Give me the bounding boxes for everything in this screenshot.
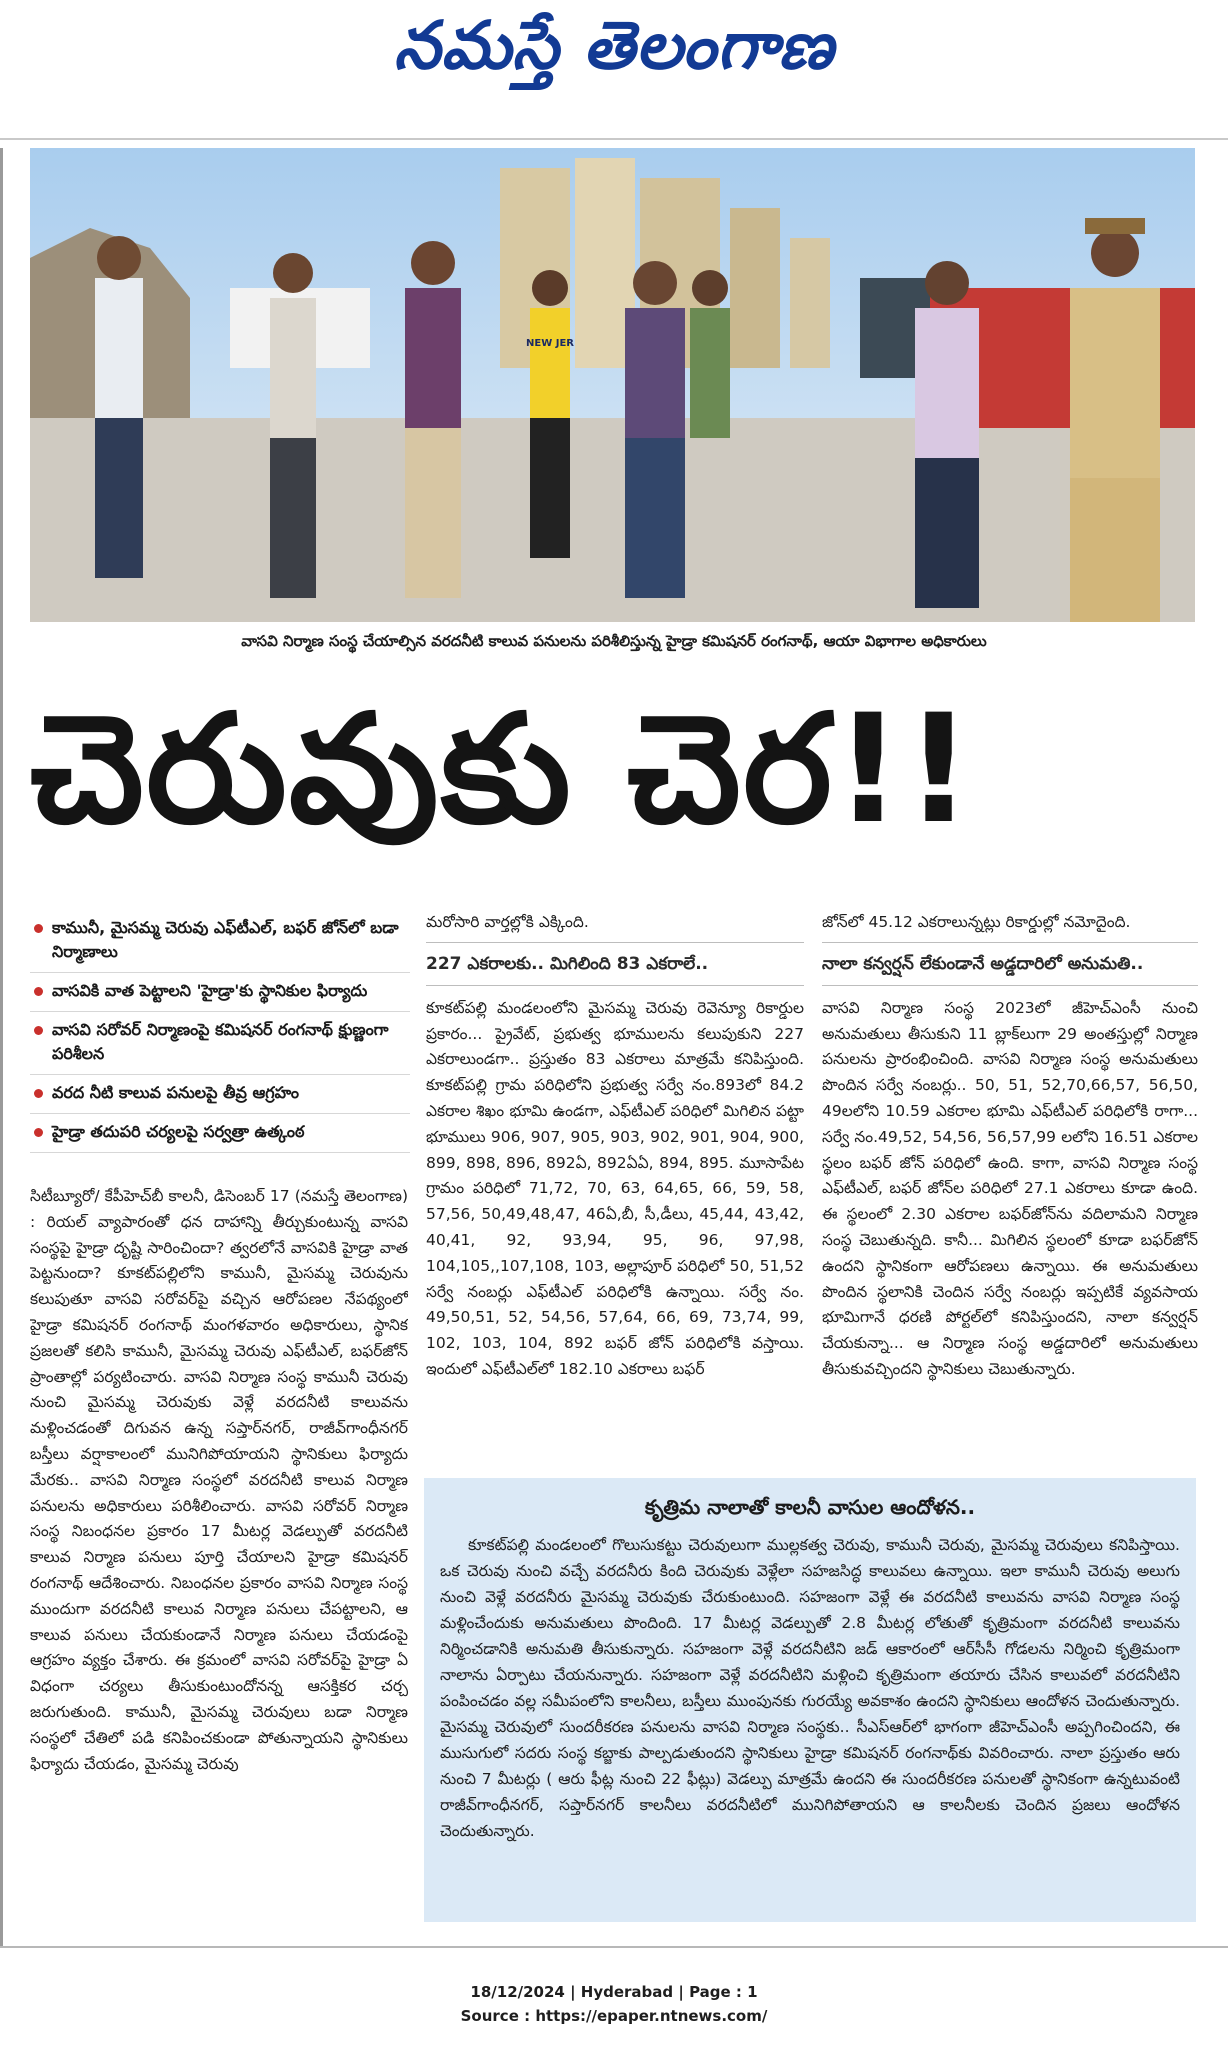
highlight-text: వాసవి సరోవర్ నిర్మాణంపై కమిషనర్ రంగనాథ్ క్షుణ్ణంగా పరిశీలన (52, 1020, 389, 1063)
article-column-1: సిటీబ్యూరో/ కేపీహెచ్‌బీ కాలనీ, డిసెంబర్ 17 (నమస్తే తెలంగాణ) : రియల్ వ్యాపారంతో ధన దాహాన్ని తీర్చుకుంటున్న వాసవి సంస్థపై హైడ్రా దృష్టి సారించిందా? త్వరలోనే వాసవికి హైడ్రా వాత పెట్టనుందా? కూకట్‌పల్లిలోని కామునీ, మైసమ్మ చెరువును కలుపుతూ వాసవి సరోవర్‌పై వచ్చిన ఆరోపణల నేపథ్యంలో హైడ్రా కమిషనర్ రంగనాథ్ మంగళవారం అధికారులు, స్థానిక ప్రజలతో కలిసి కామునీ, మైసమ్మ చెరువు ఎఫ్‌టీఎల్, బఫర్‌జోన్ ప్రాంతాల్లో పర్యటించారు. వాసవి నిర్మాణ సంస్థ కామునీ చెరువు నుంచి మైసమ్మ చెరువుకు వెళ్లే వరదనీటి కాలువను మళ్లించడంతో దిగువన ఉన్న సప్తార్‌నగర్, రాజీవ్‌గాంధీనగర్ బస్తీలు వర్షాకాలంలో మునిగిపోయాయని స్థానికులు ఫిర్యాదు మేరకు.. వాసవి నిర్మాణ సంస్థలో వరదనీటి కాలువ నిర్మాణ పనులను అధికారులు పరిశీలించారు. వాసవి సరోవర్ నిర్మాణ సంస్థ నిబంధనల ప్రకారం 17 మీటర్ల వెడల్పుతో వరదనీటి కాలువ నిర్మాణ పనులు పూర్తి చేయాలని హైడ్రా కమిషనర్ రంగనాథ్ ఆదేశించారు. నిబంధనల ప్రకారం వాసవి నిర్మాణ సంస్థ ముందుగా వరదనీటి కాలువ నిర్మాణ పనులు చేపట్టాలని, ఆ కాలువ పనులు చేయకుండానే నిర్మాణ పనులు చేయడంపై ఆగ్రహం వ్యక్తం చేశారు. ఈ క్రమంలో వాసవి సరోవర్‌పై హైడ్రా ఏ విధంగా చర్యలు తీసుకుంటుందోనన్న ఆసక్తికర చర్చ జరుగుతుంది. కామునీ, మైసమ్మ చెరువులు బడా నిర్మాణ సంస్థలో చేతిలో పడి కనిపించకుండా పోతున్నాయని స్థానికులు ఫిర్యాదు చేయడం, మైసమ్మ చెరువు (30, 1187, 408, 1773)
footer (0, 1980, 1228, 2028)
subheading-227-acres: 227 ఎకరాలకు.. మిగిలింది 83 ఎకరాలే.. (426, 942, 804, 986)
box-title: కృత్రిమ నాలాతో కాలనీ వాసుల ఆందోళన.. (644, 1495, 976, 1519)
sidebar-box (424, 1478, 1196, 1922)
highlight-item (30, 910, 410, 973)
bullet-dot-icon (34, 1089, 43, 1098)
highlight-item (30, 973, 410, 1012)
news-photo-illustration (30, 148, 1195, 622)
bullet-dot-icon (34, 987, 43, 996)
bullet-dot-icon (34, 924, 43, 933)
footer-source: Source : https://epaper.ntnews.com/ (460, 2007, 768, 2025)
bullet-dot-icon (34, 1128, 43, 1137)
masthead-logo: నమస్తే తెలంగాణ (393, 6, 835, 84)
highlight-text: కామునీ, మైసమ్మ చెరువు ఎఫ్‌టీఎల్, బఫర్ జోన్‌లో బడా నిర్మాణాలు (52, 918, 399, 961)
left-margin-line (0, 148, 3, 1948)
bullet-dot-icon (34, 1026, 43, 1035)
highlight-text: వాసవికి వాత పెట్టాలని 'హైడ్రా'కు స్థానికుల ఫిర్యాదు (52, 981, 368, 1000)
highlights-list (30, 910, 410, 1153)
column-3-body: వాసవి నిర్మాణ సంస్థ 2023లో జీహెచ్‌ఎంసీ నుంచి అనుమతులు తీసుకుని 11 బ్లాక్‌లుగా 29 అంతస్తుల్లో నిర్మాణ పనులను ప్రారంభించింది. వాసవి నిర్మాణ సంస్థ అనుమతులు పొందిన సర్వే నంబర్లు.. 50, 51, 52,70,66,57, 56,50, 49లలోని 10.59 ఎకరాల భూమి ఎఫ్‌టీఎల్ పరిధిలోకి రాగా... సర్వే నం.49,52, 54,56, 56,57,99 లలోని 16.51 ఎకరాల స్థలం బఫర్ జోన్ పరిధిలో ఉంది. కాగా, వాసవి నిర్మాణ సంస్థ ఎఫ్‌టీఎల్, బఫర్ జోన్‌ల పరిధిలో 27.1 ఎకరాలు కూడా ఉంది. ఈ స్థలంలో 2.30 ఎకరాల బఫర్‌జోన్‌ను వదిలామని నిర్మాణ సంస్థ చెబుతున్నది. కానీ... మిగిలిన స్థలంలో కూడా బఫర్‌జోన్ ఉందని స్థానికంగా ఆరోపణలు ఉన్నాయి. ఈ అనుమతులు పొందిన స్థలానికి చెందిన సర్వే నంబర్లు ఇప్పటికే వ్యవసాయ భూమిగానే ధరణి పోర్టల్‌లో కనిపిస్తుందని, నాలా కన్వర్షన్ చేయకున్నా... ఆ నిర్మాణ సంస్థ అడ్డదారిలో అనుమతులు తీసుకువచ్చిందని స్థానికులు చెబుతున్నారు. (822, 998, 1198, 1378)
highlight-item (30, 1114, 410, 1153)
tshirt-text: NEW JER (526, 338, 574, 349)
article-column-2 (426, 910, 804, 1470)
article-column-3 (822, 910, 1198, 1470)
top-divider (0, 138, 1228, 140)
photo-caption: వాసవి నిర్మాణ సంస్థ చేయాల్సిన వరదనీటి కాలువ పనులను పరిశీలిస్తున్న హైడ్రా కమిషనర్ రంగనాథ్, ఆయా విభాగాల అధికారులు (241, 632, 987, 650)
column-2-body: కూకట్‌పల్లి మండలంలోని మైసమ్మ చెరువు రెవెన్యూ రికార్డుల ప్రకారం... ప్రైవేట్, ప్రభుత్వ భూములను కలుపుకుని 227 ఎకరాలుండగా.. ప్రస్తుతం 83 ఎకరాలు మాత్రమే కనిపిస్తుంది. కూకట్‌పల్లి గ్రామ పరిధిలోని ప్రభుత్వ సర్వే నం.893లో 84.2 ఎకరాల శిఖం భూమి ఉండగా, ఎఫ్‌టీఎల్ పరిధిలో మిగిలిన పట్టా భూములు 906, 907, 905, 903, 902, 901, 904, 900, 899, 898, 896, 892ఏ, 892ఏఏ, 894, 895. మూసాపేట గ్రామం పరిధిలో 71,72, 70, 63, 64,65, 66, 59, 58, 57,56, 50,49,48,47, 46ఏ,బీ, సీ,డీలు, 45,44, 43,42, 40,41, 92, 93,94, 95, 96, 97,98, 104,105,,107,108, 103, అల్లాపూర్ పరిధిలో 50, 51,52 సర్వే నంబర్లు ఎఫ్‌టీఎల్ పరిధిలోకి ఉన్నాయి. సర్వే నం. 49,50,51, 52, 54,56, 57,64, 66, 69, 73,74, 99, 102, 103, 104, 892 బఫర్ జోన్ పరిధిలోకి వస్తాయి. ఇందులో ఎఫ్‌టీఎల్‌లో 182.10 ఎకరాలు బఫర్ (426, 998, 804, 1378)
box-body: కూకట్‌పల్లి మండలంలో గొలుసుకట్టు చెరువులుగా ముల్లకత్వ చెరువు, కామునీ చెరువు, మైసమ్మ చెరువులు కనిపిస్తాయి. ఒక చెరువు నుంచి వచ్చే వరదనీరు కింది చెరువుకు వెళ్లేలా సహజసిద్ధ కాలువలు ఉన్నాయి. ఇలా కామునీ చెరువు అలుగు నుంచి వెళ్లే వరదనీరు మైసమ్మ చెరువుకు చేరుకుంటుంది. సహజంగా వెళ్లే ఈ వరదనీటి కాలువను వాసవి నిర్మాణ సంస్థ మళ్లించేందుకు అనుమతులు పొందింది. 17 మీటర్ల వెడల్పుతో 2.8 మీటర్ల లోతుతో కృత్రిమంగా వరదనీటి కాలువను నిర్మించడానికి అనుమతి తీసుకున్నారు. సహజంగా వెళ్లే వరదనీటిని జడ్ ఆకారంలో ఆర్‌సీసీ గోడలను నిర్మించి కృత్రిమంగా నాలాను ఏర్పాటు చేయనున్నారు. సహజంగా వెళ్లే వరదనీటిని మళ్లించి కృత్రిమంగా తయారు చేసిన కాలువలో వరదనీటిని పంపించడం వల్ల సమీపంలోని కాలనీలు, బస్తీలు ముంపునకు గురయ్యే అవకాశం ఉందని స్థానికులు ఆందోళన చెందుతున్నారు. మైసమ్మ చెరువులో సుందరీకరణ పనులను వాసవి నిర్మాణ సంస్థకు.. సీఎస్ఆర్‌లో భాగంగా జీహెచ్‌ఎంసీ అప్పగించిందని, ఈ ముసుగులో సదరు సంస్థ కబ్జాకు పాల్పడుతుందని స్థానికులు హైడ్రా కమిషనర్ రంగనాథ్‌కు వివరించారు. నాలా ప్రస్తుతం ఆరు నుంచి 7 మీటర్లు ( ఆరు ఫీట్ల నుంచి 22 ఫీట్లు) వెడల్పు మాత్రమే ఉందని ఈ సుందరీకరణ పనులతో స్థానికంగా ఉన్నటువంటి రాజీవ్‌గాంధీనగర్, సప్తార్‌నగర్ కాలనీలు వరదనీటిలో మునిగిపోతాయని ఆ కాలనీలకు చెందిన ప్రజలు ఆందోళన చెందుతున్నారు. (440, 1536, 1180, 1840)
news-photo (30, 148, 1195, 622)
headline: చెరువుకు చెర!! (30, 683, 975, 857)
highlight-item (30, 1012, 410, 1075)
highlight-text: వరద నీటి కాలువ పనులపై తీవ్ర ఆగ్రహం (52, 1083, 300, 1102)
column-3-lead: జోన్‌లో 45.12 ఎకరాలున్నట్లు రికార్డుల్లో నమోదైంది. (822, 913, 1131, 931)
bottom-divider (0, 1946, 1228, 1948)
subheading-nala-conversion: నాలా కన్వర్షన్ లేకుండానే అడ్డదారిలో అనుమతి.. (822, 942, 1198, 986)
masthead (0, 0, 1228, 100)
highlight-item (30, 1075, 410, 1114)
footer-date-page: 18/12/2024 | Hyderabad | Page : 1 (470, 1983, 758, 2001)
column-2-lead: మరోసారి వార్తల్లోకి ఎక్కింది. (426, 913, 589, 931)
highlight-text: హైడ్రా తదుపరి చర్యలపై సర్వత్రా ఉత్కంఠ (52, 1122, 305, 1141)
